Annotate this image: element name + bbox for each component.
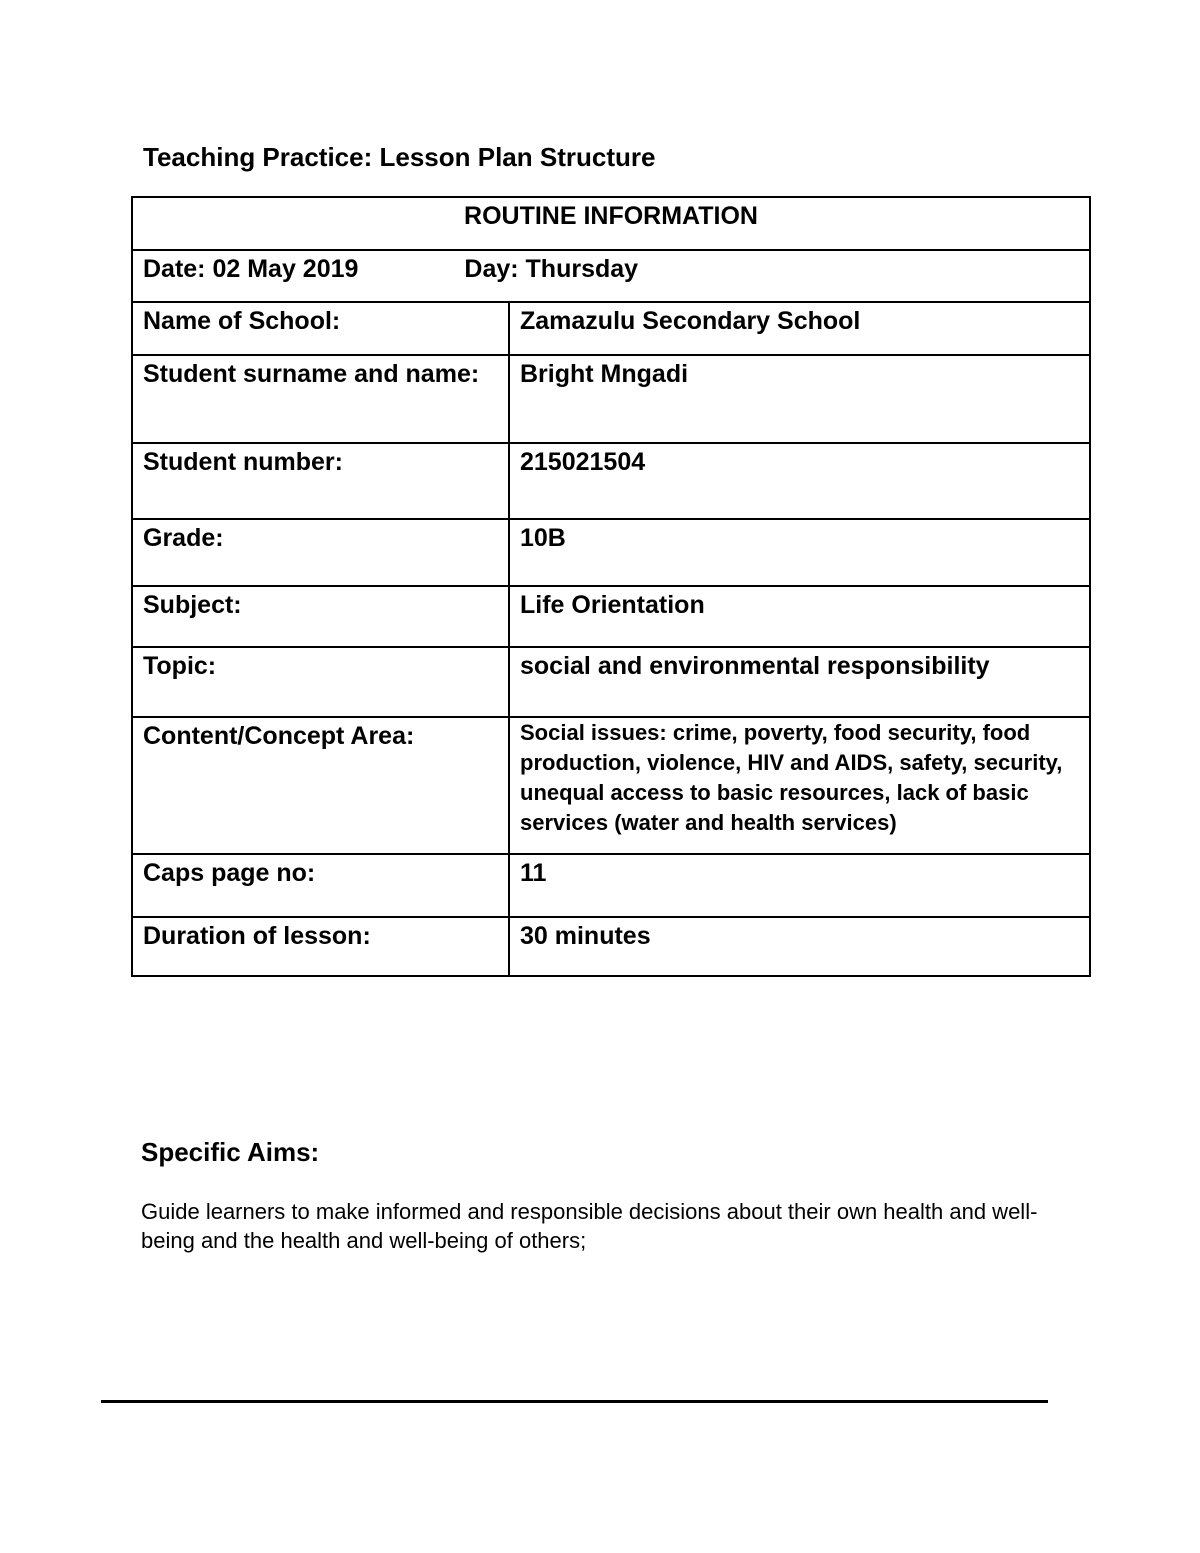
footer-divider bbox=[101, 1400, 1048, 1403]
date-day-cell bbox=[132, 250, 1090, 302]
date-value: Date: 02 May 2019 bbox=[143, 255, 359, 283]
row-label-topic: Topic: bbox=[132, 647, 509, 717]
row-value-caps-page: 11 bbox=[509, 854, 1090, 917]
table-row bbox=[132, 647, 1090, 717]
row-label-student-number: Student number: bbox=[132, 443, 509, 519]
row-value-duration: 30 minutes bbox=[509, 917, 1090, 976]
specific-aims-heading: Specific Aims: bbox=[141, 1137, 320, 1167]
table-row bbox=[132, 519, 1090, 586]
routine-information-table bbox=[131, 196, 1091, 977]
table-row bbox=[132, 302, 1090, 355]
specific-aims-text: Guide learners to make informed and responsible decisions about their own health and well-being and the health and well-being of others; bbox=[141, 1199, 1038, 1253]
row-label-subject: Subject: bbox=[132, 586, 509, 647]
routine-header: ROUTINE INFORMATION bbox=[132, 197, 1090, 250]
row-value-subject: Life Orientation bbox=[509, 586, 1090, 647]
table-row bbox=[132, 854, 1090, 917]
row-value-topic: social and environmental responsibility bbox=[509, 647, 1090, 717]
table-row bbox=[132, 443, 1090, 519]
row-value-school: Zamazulu Secondary School bbox=[509, 302, 1090, 355]
table-row bbox=[132, 355, 1090, 443]
table-header-row bbox=[132, 197, 1090, 250]
table-row bbox=[132, 917, 1090, 976]
date-day-row bbox=[132, 250, 1090, 302]
table-row bbox=[132, 717, 1090, 854]
day-value: Day: Thursday bbox=[464, 255, 639, 283]
document-title: Teaching Practice: Lesson Plan Structure bbox=[143, 142, 656, 172]
row-value-grade: 10B bbox=[509, 519, 1090, 586]
row-value-content-area: Social issues: crime, poverty, food security, food production, violence, HIV and AIDS, safety, security, unequal access to basic resources, lack of basic services (water and health services) bbox=[509, 717, 1090, 854]
row-label-caps-page: Caps page no: bbox=[132, 854, 509, 917]
row-label-content-area: Content/Concept Area: bbox=[132, 717, 509, 854]
row-value-student-name: Bright Mngadi bbox=[509, 355, 1090, 443]
table-row bbox=[132, 586, 1090, 647]
row-label-student-name: Student surname and name: bbox=[132, 355, 509, 443]
row-label-grade: Grade: bbox=[132, 519, 509, 586]
row-label-duration: Duration of lesson: bbox=[132, 917, 509, 976]
row-value-student-number: 215021504 bbox=[509, 443, 1090, 519]
row-label-school: Name of School: bbox=[132, 302, 509, 355]
